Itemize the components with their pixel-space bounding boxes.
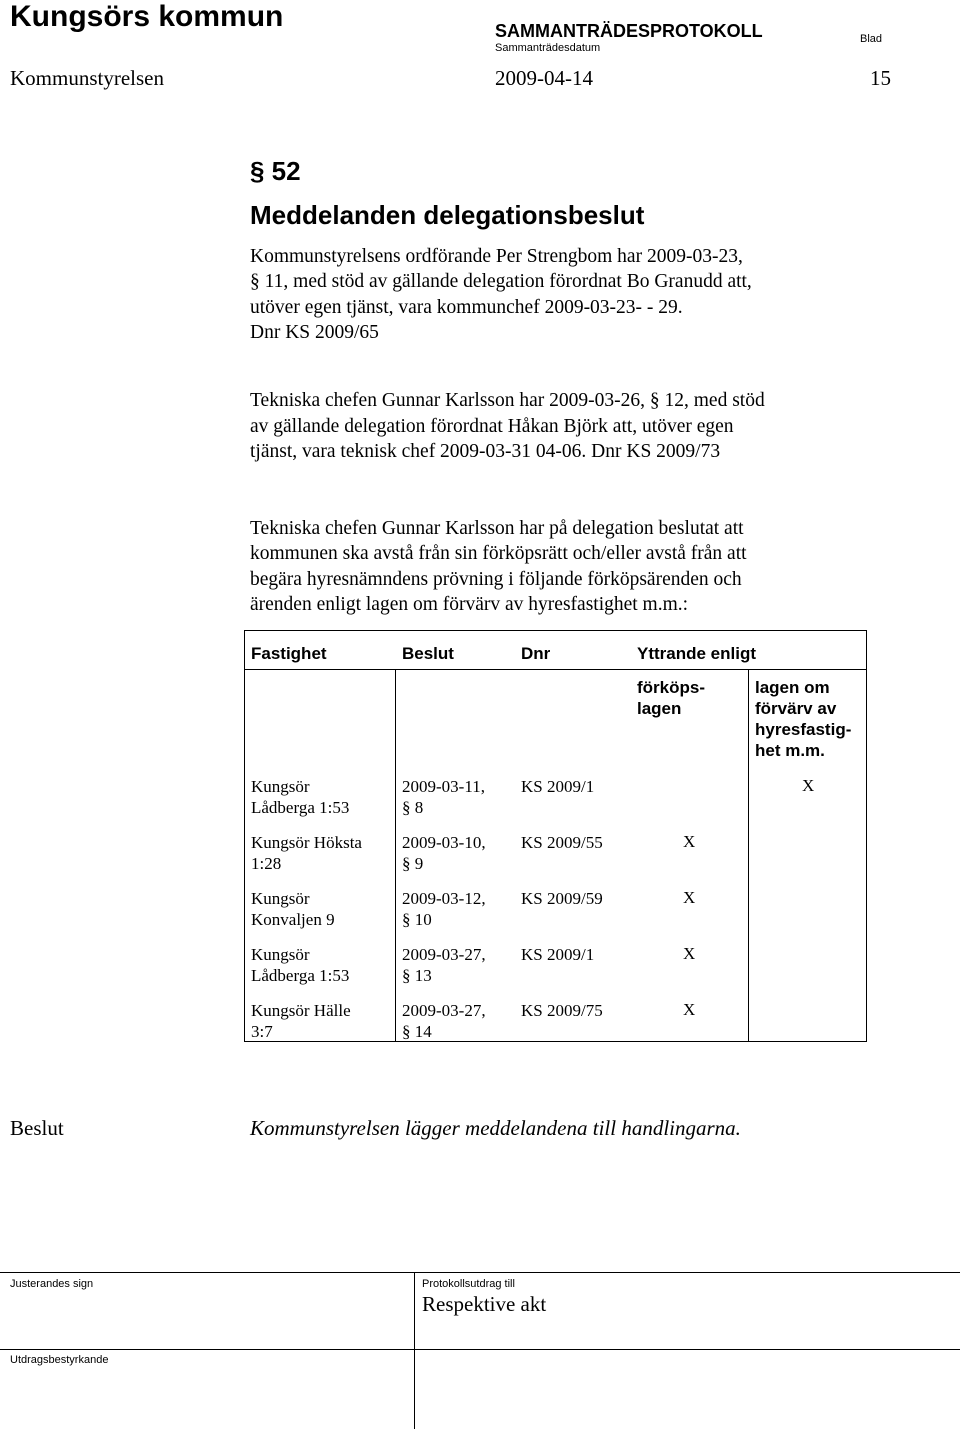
section-title: Meddelanden delegationsbeslut: [250, 200, 645, 230]
table-row-beslut: 2009-03-27, § 13: [402, 945, 486, 985]
table-row-dnr: KS 2009/1: [521, 945, 595, 964]
table-row-fastighet: Kungsör Höksta 1:28: [251, 833, 362, 873]
header-sub-forvarvslagen: lagen om förvärv av hyresfastig- het m.m.: [755, 678, 852, 760]
decision-label: Beslut: [10, 1116, 64, 1140]
table-row-mark-forkop: X: [683, 888, 696, 907]
footer-top-rule: [0, 1272, 960, 1273]
paragraph-1-line-4: Dnr KS 2009/65: [250, 322, 379, 343]
meeting-date: 2009-04-14: [495, 66, 593, 90]
footer-middle-rule: [0, 1349, 960, 1350]
table-row-fastighet: Kungsör Konvaljen 9: [251, 889, 335, 929]
utdragsbestyrkande-label: Utdragsbestyrkande: [10, 1354, 109, 1366]
paragraph-1-line-3: utöver egen tjänst, vara kommunchef 2009-03-23- - 29.: [250, 297, 683, 318]
table-row-dnr: KS 2009/75: [521, 1001, 603, 1020]
header-beslut: Beslut: [402, 644, 454, 663]
paragraph-3-line-3: begära hyresnämndens prövning i följande förköpsärenden och: [250, 569, 742, 590]
table-row-mark-forvarv: X: [802, 776, 815, 795]
page-label: Blad: [860, 33, 883, 45]
paragraph-1-line-2: § 11, med stöd av gällande delegation förordnat Bo Granudd att,: [250, 271, 752, 292]
paragraph-1-line-1: Kommunstyrelsens ordförande Per Strengbom har 2009-03-23,: [250, 246, 743, 267]
table-row-dnr: KS 2009/55: [521, 833, 603, 852]
table-divider: [748, 669, 749, 1042]
header-yttrande: Yttrande enligt: [637, 644, 757, 663]
table-row-beslut: 2009-03-27, § 14: [402, 1001, 486, 1041]
paragraph-2-line-1: Tekniska chefen Gunnar Karlsson har 2009-03-26, § 12, med stöd: [250, 390, 765, 411]
header-fastighet: Fastighet: [251, 644, 327, 663]
table-divider: [395, 669, 396, 1042]
page-number: 15: [870, 66, 891, 90]
table-row-fastighet: Kungsör Lådberga 1:53: [251, 945, 350, 985]
justerandes-sign-label: Justerandes sign: [10, 1278, 94, 1290]
table-row-fastighet: Kungsör Lådberga 1:53: [251, 777, 350, 817]
footer-divider: [414, 1272, 415, 1429]
paragraph-2-line-3: tjänst, vara teknisk chef 2009-03-31 04-06. Dnr KS 2009/73: [250, 441, 721, 462]
paragraph-3-line-4: ärenden enligt lagen om förvärv av hyresfastighet m.m.:: [250, 594, 689, 615]
header-sub-forkopslagen: förköps- lagen: [637, 678, 705, 718]
table-row-beslut: 2009-03-12, § 10: [402, 889, 486, 929]
protokollsutdrag-value: Respektive akt: [422, 1292, 547, 1316]
table-header-divider: [244, 669, 867, 670]
date-label: Sammanträdesdatum: [495, 42, 601, 54]
table-row-dnr: KS 2009/59: [521, 889, 603, 908]
header-dnr: Dnr: [521, 644, 551, 663]
table-row-mark-forkop: X: [683, 944, 696, 963]
table-row-mark-forkop: X: [683, 1000, 696, 1019]
body-name: Kommunstyrelsen: [10, 66, 164, 90]
table-row-dnr: KS 2009/1: [521, 777, 595, 796]
paragraph-2-line-2: av gällande delegation förordnat Håkan Björk att, utöver egen: [250, 416, 734, 437]
organization-name: Kungsörs kommun: [10, 0, 284, 33]
section-number: § 52: [250, 156, 301, 186]
table-row-mark-forkop: X: [683, 832, 696, 851]
table-row-beslut: 2009-03-11, § 8: [402, 777, 485, 817]
table-row-fastighet: Kungsör Hälle 3:7: [251, 1001, 351, 1041]
table-row-beslut: 2009-03-10, § 9: [402, 833, 486, 873]
protokollsutdrag-label: Protokollsutdrag till: [422, 1278, 515, 1290]
decision-text: Kommunstyrelsen lägger meddelandena till handlingarna.: [250, 1116, 741, 1140]
paragraph-3-line-2: kommunen ska avstå från sin förköpsrätt och/eller avstå från att: [250, 543, 747, 564]
protocol-title: SAMMANTRÄDESPROTOKOLL: [495, 21, 763, 41]
paragraph-3-line-1: Tekniska chefen Gunnar Karlsson har på delegation beslutat att: [250, 518, 744, 539]
